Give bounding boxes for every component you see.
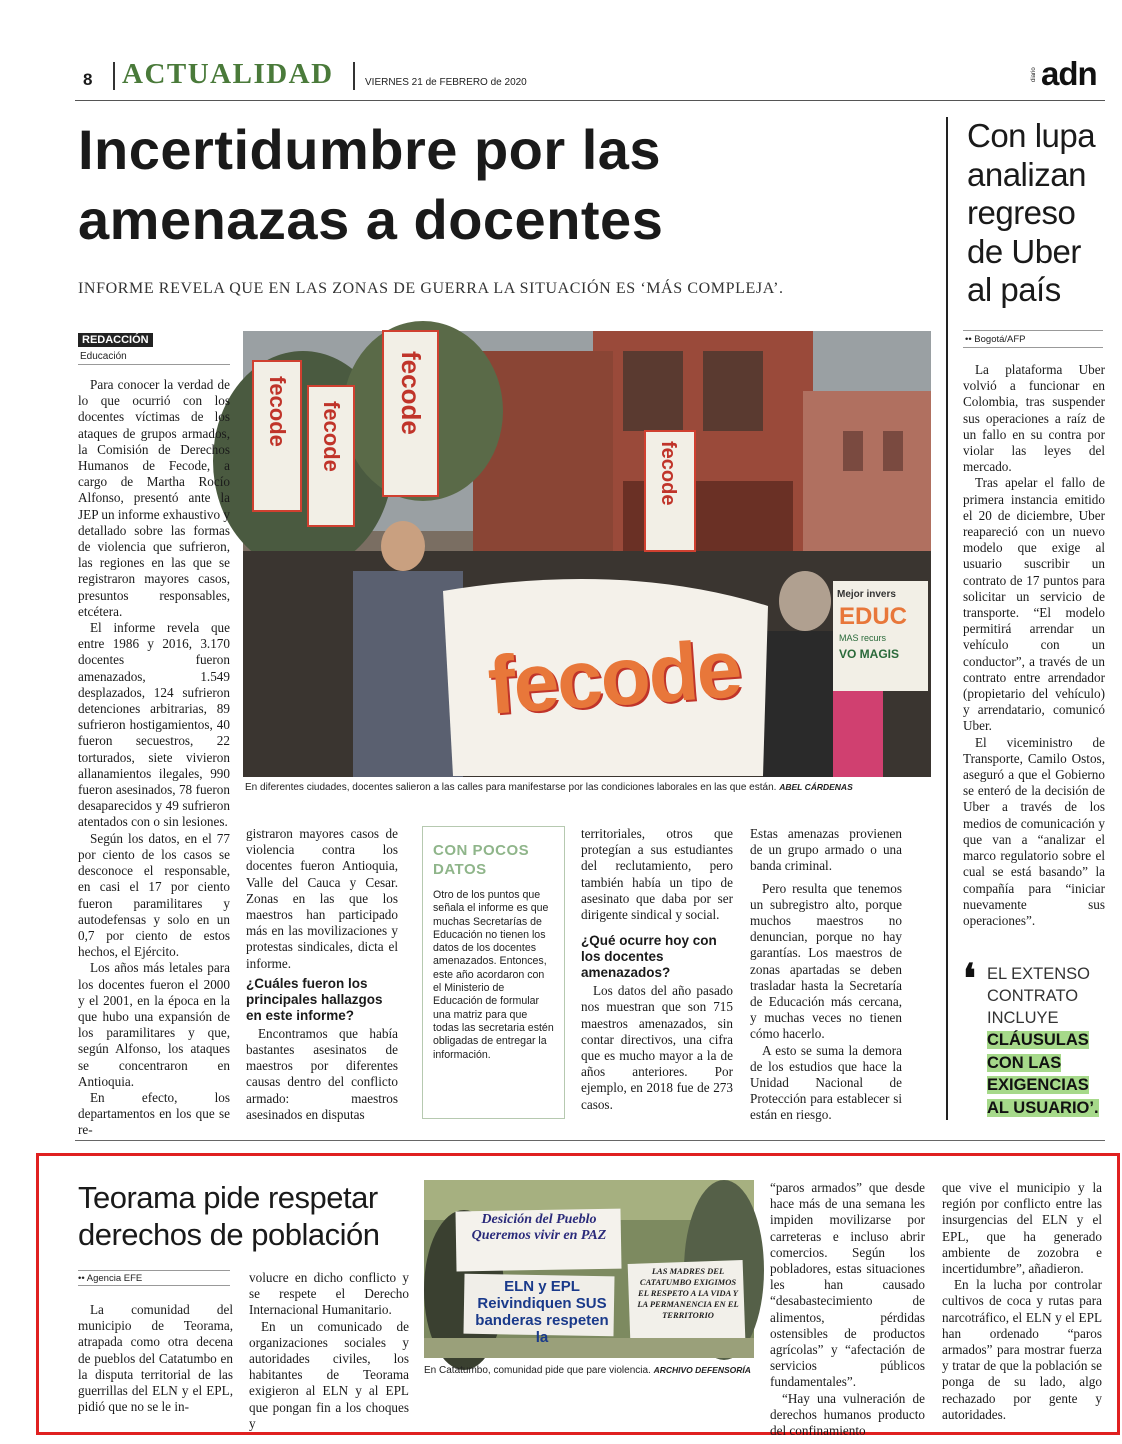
main-col4-p2: Los datos del año pasado nos muestran que son 715 maestros amenazados, sin contar directivos, una cifra que es mucho mayor a la de años anteriores. Por ejemplo, en 2018 fue de 273 casos. <box>581 983 733 1112</box>
bottom-col2-p1: volucre en dicho conflicto y se respete el Derecho Internacional Humanitario. <box>249 1270 409 1318</box>
main-col4-heading: ¿Qué ocurre hoy con los docentes amenazados? <box>581 933 717 981</box>
photo-caption <box>245 782 935 793</box>
main-col2-heading: ¿Cuáles fueron los principales hallazgos en este informe? <box>246 975 383 1023</box>
main-col1-p1: Para conocer la verdad de lo que ocurrió con los docentes víctimas de los ataques de grupos armados, la Comisión de Derechos Humanos de Fecode, a cargo de Martha Rocío Alfonso, presentó ante la JEP un informe exhaustivo y detallado sobre las formas de violencia que sufrieron, las regiones en las que se registraron mayores casos, presuntos responsables, etcétera. <box>78 377 230 619</box>
main-col5-p3: A esto se suma la demora de los estudios que hace la Unidad Nacional de Protección para establecer si están en riesgo. <box>750 1042 902 1123</box>
subheadline: INFORME REVELA QUE EN LAS ZONAS DE GUERRA LA SITUACIÓN ES ‘MÁS COMPLEJA’. <box>78 280 784 297</box>
side-byline-rule-2 <box>963 347 1103 348</box>
sidebar-box <box>422 826 565 1119</box>
catatumbo-photo <box>424 1180 754 1358</box>
side-p3: El viceministro de Transporte, Camilo Ostos, aseguró a que el Gobierno se enteró de la decisión de Uber a través de los medios de comunicación y que van a “analizar el marco regulatorio sobre el cual se está basando” la compañía para “iniciar nuevamente sus operaciones”. <box>963 734 1105 928</box>
bottom-col4-p1: que vive el municipio y la región por conflicto entre las insurgencias del ELN y el EPL, que ha generado ambiente de zozobra e incertidumbre”, añadieron. <box>942 1180 1102 1277</box>
main-col1-p5: En efecto, los departamentos en los que se re- <box>78 1089 230 1138</box>
issue-date: VIERNES 21 de FEBRERO de 2020 <box>365 77 527 88</box>
side-byline-text: Bogotá/AFP <box>974 334 1026 345</box>
bottom-byline-rule-2 <box>78 1285 230 1286</box>
bottom-col3-p2: “Hay una vulneración de derechos humanos producto del confinamiento <box>770 1390 925 1439</box>
header-divider-right <box>353 62 355 90</box>
photo-caption-text: En diferentes ciudades, docentes salieron a las calles para manifestarse por las condiciones laborales en las que están. <box>245 782 777 793</box>
sidebar-text: Otro de los puntos que señala el informe es que muchas Secretarías de Educación no tienen los datos de los docentes amenazados. Entonces, este año acordaron con el Ministerio de Educación de formular una matriz para que todas las secretaria estén obligadas de entregar la información. <box>433 889 554 1061</box>
quote-highlight-text: CLÁUSULAS CON LAS EXIGENCIAS AL USUARIO’. <box>987 1031 1099 1117</box>
bottom-col-4 <box>942 1180 1102 1422</box>
bottom-byline-text: Agencia EFE <box>86 1273 143 1284</box>
side-p2: Tras apelar el fallo de primera instancia emitido el 20 de diciembre, Uber reapareció con un nuevo modelo que exige al usuario suscribir un contrato de 17 puntos para solicitar un servicio de transporte. “El modelo permitirá arrendar un vehículo con un conductor”, a través de un contrato entre arrendador (propietario del vehículo) y arrendatario, comunicó Uber. <box>963 475 1105 734</box>
quote-highlight <box>987 1029 1108 1119</box>
banner-mothers: LAS MADRES DEL CATATUMBO EXIGIMOS EL RESPETO A LA VIDA Y LA PERMANENCIA EN EL TERRITORIO <box>637 1266 739 1320</box>
sidebar-title: CON POCOS DATOS <box>433 842 530 878</box>
photo-credit: ABEL CÁRDENAS <box>779 782 853 792</box>
bottom-byline <box>78 1273 142 1284</box>
bottom-col2-p2: En un comunicado de organizaciones sociales y autoridades civiles, los habitantes de Teorama exigieron al ELN y al EPL que pongan fin a los choques y <box>249 1318 409 1431</box>
main-col2-p2: Encontramos que había bastantes asesinatos de maestros por diferentes causas dentro del conflicto armado: maestros asesinados en disputas <box>246 1025 398 1122</box>
quote-mark-icon: ❛ <box>963 956 976 1001</box>
main-col5-p1: Estas amenazas provienen de un grupo armado o una banda criminal. <box>750 826 902 874</box>
pull-quote <box>963 956 1108 1119</box>
right-column-divider <box>946 117 948 1120</box>
bottom-col-1 <box>78 1302 233 1414</box>
side-byline <box>965 334 1026 345</box>
banner-eln: ELN y EPL Reivindiquen SUS banderas respeten la <box>475 1278 609 1346</box>
side-article-title: Con lupa analizan regreso de Uber al país <box>967 117 1096 308</box>
brand-logo: adn <box>1041 55 1097 92</box>
side-article-body <box>963 362 1105 942</box>
section-label: ACTUALIDAD <box>122 58 334 90</box>
bottom-photo-credit: ARCHIVO DEFENSORÍA <box>653 1365 751 1375</box>
headline-line-1: Incertidumbre por las <box>78 118 662 181</box>
bottom-col-2 <box>249 1270 409 1431</box>
main-col1-p3: Según los datos, en el 77 por ciento de los casos se desconoce el responsable, en casi el 17 por ciento fueron paramilitares y autodefensas y solo en un 0,7 por ciento de estos hechos, el Ejército. <box>78 830 230 960</box>
main-col-1 <box>78 377 230 1138</box>
sign-fecode-4: fecode <box>657 441 679 506</box>
bottom-article-title: Teorama pide respetar derechos de población <box>78 1180 380 1252</box>
sign-fecode-1: fecode <box>396 351 426 435</box>
headline-line-2: amenazas a docentes <box>78 188 664 251</box>
main-col2-p1: gistraron mayores casos de violencia contra los docentes fueron Antioquia, Valle del Cauca y Cesar. Zonas en las que los maestros han participado más en las movilizaciones y protestas sindicales, dicta el informe. <box>246 826 398 971</box>
main-col1-p4: Los años más letales para los docentes fueron el 2000 y el 2001, en la época en la que hubo una expansión de los paramilitares y que, según Alfonso, los ataques se concentraron en Antioquia. <box>78 960 230 1089</box>
main-col5-p2: Pero resulta que tenemos un subregistro alto, porque muchos maestros no denuncian, porque no hay garantías. Los maestros de zonas apartadas se deben trasladar hasta la Secretaría de Educación más cercana, y muchas veces no tienen cómo hacerlo. <box>750 880 902 1042</box>
main-col-2 <box>246 826 398 1122</box>
banner-right-4: VO MAGIS <box>839 647 900 661</box>
quote-plain: EL EXTENSO CONTRATO INCLUYE <box>987 965 1091 1027</box>
sign-fecode-2: fecode <box>265 376 290 447</box>
banner-peace: Desición del Pueblo Queremos vivir en PAZ <box>471 1212 607 1243</box>
bottom-byline-rule <box>78 1270 230 1271</box>
bottom-col-3 <box>770 1180 925 1439</box>
main-col1-p2: El informe revela que entre 1986 y 2016, 3.170 docentes fueron amenazados, 1.549 desplazados, 124 sufrieron detenciones arbitrarias, 89 sufrieron hostigamientos, 40 fueron secuestros, 22 torturados, siete vivieron allanamientos ilegales, 990 fueron asesinados, 78 fueron desaparecidos y 49 sufrieron atentados con o sin lesiones. <box>78 620 230 830</box>
main-col-4 <box>581 826 733 1122</box>
banner-right-3: MAS recurs <box>839 633 887 643</box>
bottom-photo-caption <box>424 1365 754 1376</box>
bottom-section-rule <box>75 1140 1105 1141</box>
page-number: 8 <box>83 70 93 89</box>
header-rule <box>75 100 1105 101</box>
header-divider-left <box>113 62 115 90</box>
main-col-5 <box>750 826 902 1122</box>
main-col4-p1: territoriales, otros que protegían a sus estudiantes del reclutamiento, pero también había un tipo de asesinato que daba por ser dirigente sindical y social. <box>581 826 733 923</box>
byline-dots-icon-2: •• <box>78 1273 85 1284</box>
brand-prefix: diario <box>1031 67 1037 82</box>
sign-fecode-3: fecode <box>319 401 344 472</box>
protest-photo <box>243 331 931 777</box>
bottom-photo-caption-text: En Catatumbo, comunidad pide que pare violencia. <box>424 1365 651 1376</box>
side-byline-rule <box>963 330 1103 331</box>
banner-right-1: Mejor invers <box>837 589 896 600</box>
bottom-col3-p1: “paros armados” que desde hace más de una semana les impiden movilizarse por carreteras e incluso abrir comercios. Según los pobladores, estas situaciones les han causado “desabastecimiento de alimentos, pérdidas ostensibles de productos agrícolas” y “afectación de servicios públicos fundamentales”. <box>770 1180 925 1390</box>
byline-tag: REDACCIÓN <box>78 333 153 347</box>
bottom-col1-p1: La comunidad del municipio de Teorama, atrapada como otra decena de pueblos del Catatumbo en la disputa territorial de las guerrillas del ELN y el EPL, pidió que no se le in- <box>78 1302 233 1415</box>
byline-dots-icon: •• <box>965 334 972 345</box>
banner-fecode-text: fecode <box>485 623 744 732</box>
side-p1: La plataforma Uber volvió a funcionar en Colombia, tras suspender sus operaciones a raíz de un fallo en su contra por violar las leyes del mercado. <box>963 362 1105 475</box>
headline <box>78 115 938 255</box>
byline-section: Educación <box>80 351 127 362</box>
byline-rule <box>78 364 230 365</box>
banner-right-2: EDUC <box>839 603 908 630</box>
bottom-col4-p2: En la lucha por controlar cultivos de coca y rutas para narcotráfico, el ELN y el EPL han ordenado “paros armados” para mostrar fuerza y tratar de que la población se ponga de su lado, algo rechazado por gente y autoridades. <box>942 1277 1102 1422</box>
